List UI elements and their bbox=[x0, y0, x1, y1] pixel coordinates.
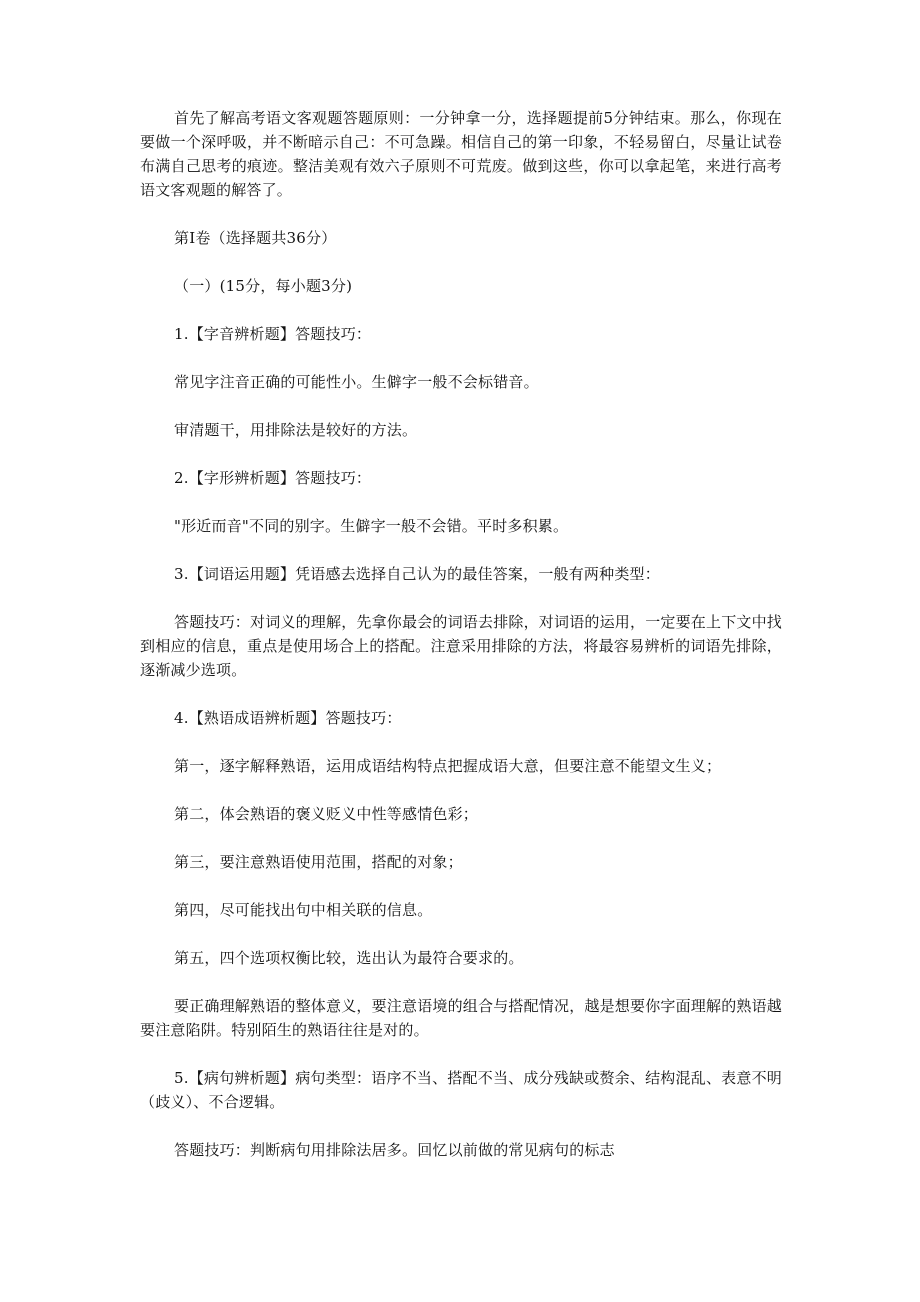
question-heading-5: 5.【病句辨析题】病句类型：语序不当、搭配不当、成分残缺或赘余、结构混乱、表意不明（歧义）、不合逻辑。 bbox=[140, 1069, 782, 1111]
subsection-title: （一）(15分，每小题3分) bbox=[174, 277, 353, 295]
tip-paragraph: 答题技巧：对词义的理解，先拿你最会的词语去排除，对词语的运用，一定要在上下文中找到相应的信息，重点是使用场合上的搭配。注意采用排除的方法，将最容易辨析的词语先排除，逐渐减少选项。 bbox=[140, 613, 783, 679]
tip-paragraph: 第二，体会熟语的褒义贬义中性等感情色彩； bbox=[174, 805, 479, 823]
section-title: 第Ⅰ卷（选择题共36分） bbox=[174, 229, 337, 247]
tip-paragraph: 第三，要注意熟语使用范围，搭配的对象； bbox=[174, 853, 463, 871]
tip-paragraph: 要正确理解熟语的整体意义，要注意语境的组合与搭配情况，越是想要你字面理解的熟语越要注意陷阱。特别陌生的熟语往往是对的。 bbox=[140, 997, 783, 1039]
tip-paragraph: 第四，尽可能找出句中相关联的信息。 bbox=[174, 901, 433, 919]
question-heading-3: 3.【词语运用题】凭语感去选择自己认为的最佳答案，一般有两种类型： bbox=[174, 565, 660, 583]
question-heading-4: 4.【熟语成语辨析题】答题技巧： bbox=[174, 709, 402, 727]
tip-paragraph: 答题技巧：判断病句用排除法居多。回忆以前做的常见病句的标志 bbox=[174, 1141, 615, 1159]
question-heading-1: 1.【字音辨析题】答题技巧： bbox=[174, 325, 372, 343]
tip-paragraph: 常见字注音正确的可能性小。生僻字一般不会标错音。 bbox=[174, 373, 539, 391]
intro-paragraph: 首先了解高考语文客观题答题原则：一分钟拿一分，选择题提前5分钟结束。那么，你现在要做一个深呼吸，并不断暗示自己：不可急躁。相信自己的第一印象，不轻易留白，尽量让试卷布满自己思考的痕迹。整洁美观有效六子原则不可荒废。做到这些，你可以拿起笔，来进行高考语文客观题的解答了。 bbox=[140, 109, 782, 199]
tip-paragraph: 审清题干，用排除法是较好的方法。 bbox=[174, 421, 418, 439]
tip-paragraph: 第一，逐字解释熟语，运用成语结构特点把握成语大意，但要注意不能望文生义； bbox=[174, 757, 722, 775]
tip-paragraph: "形近而音"不同的别字。生僻字一般不会错。平时多积累。 bbox=[174, 517, 569, 535]
question-heading-2: 2.【字形辨析题】答题技巧： bbox=[174, 469, 372, 487]
tip-paragraph: 第五，四个选项权衡比较，选出认为最符合要求的。 bbox=[174, 949, 524, 967]
